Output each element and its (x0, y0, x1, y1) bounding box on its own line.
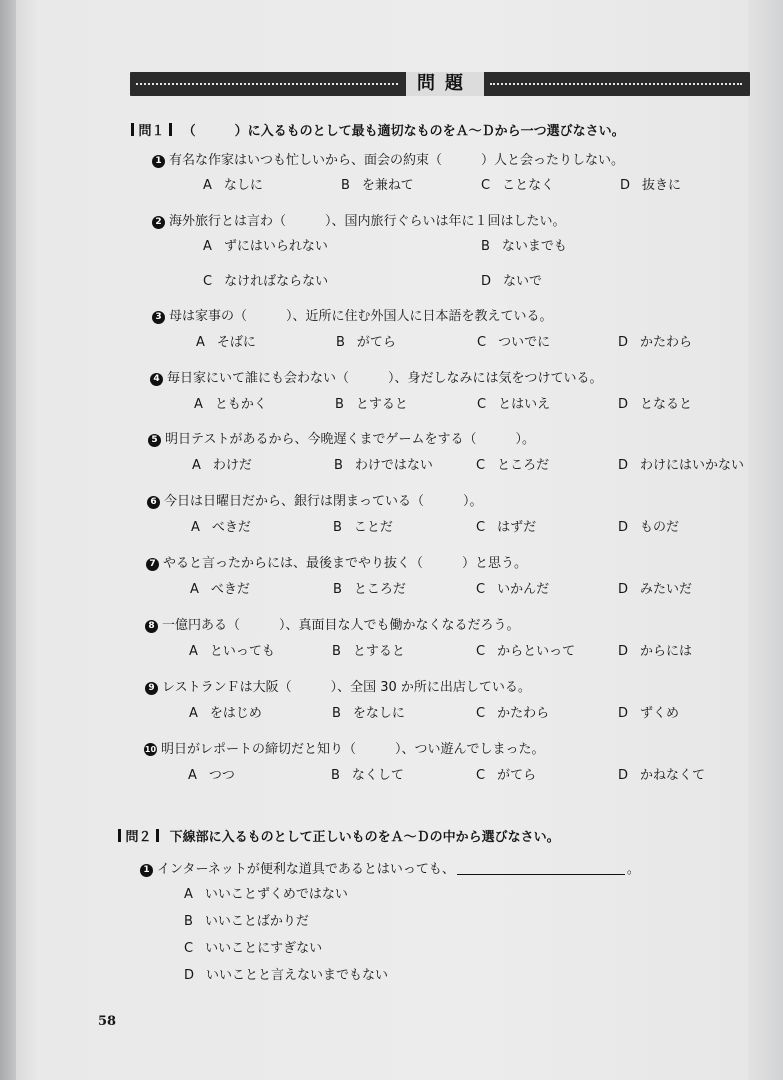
question-number-badge: 6 (147, 496, 160, 509)
option-8d[interactable]: D からには (618, 644, 693, 659)
question-number-badge: 3 (152, 311, 165, 324)
heading-bar-right (169, 123, 172, 136)
question-text: 有名な作家はいつも忙しいから、面会の約束（ ）人と会ったりしない。 (169, 153, 625, 168)
question-text: 毎日家にいて誰にも会わない（ ）、身だしなみには気をつけている。 (167, 371, 603, 386)
option-6b[interactable]: B ことだ (333, 520, 393, 535)
question-text: 一億円ある（ ）、真面目な人でも働かなくなるだろう。 (162, 618, 520, 633)
option-3b[interactable]: B がてら (336, 335, 396, 350)
question-number-badge: 5 (148, 434, 161, 447)
question-number-badge: 8 (145, 620, 158, 633)
page-number: 58 (98, 1014, 117, 1029)
banner-dots-right (490, 83, 742, 85)
option-7d[interactable]: D みたいだ (618, 582, 693, 597)
option-8c[interactable]: C からといって (476, 644, 576, 659)
option-3c[interactable]: C ついでに (477, 335, 551, 350)
option-1a[interactable]: A なしに (203, 178, 263, 193)
option-4b[interactable]: B とすると (335, 397, 408, 412)
question-6 (147, 490, 483, 509)
question-number-badge: 9 (145, 682, 158, 695)
section2-instruction: 下線部に入るものとして正しいものをＡ～Ｄの中から選びなさい。 (169, 830, 560, 845)
question-text: 母は家事の（ ）、近所に住む外国人に日本語を教えている。 (169, 309, 553, 324)
section2-label: 問２ (125, 830, 152, 845)
option-2a[interactable]: A ずにはいられない (203, 239, 328, 254)
option-8b[interactable]: B とすると (332, 644, 405, 659)
option-7c[interactable]: C いかんだ (476, 582, 550, 597)
answer-blank-line[interactable] (457, 862, 625, 875)
section-banner (130, 72, 750, 96)
option-9a[interactable]: A をはじめ (189, 706, 262, 721)
option-10b[interactable]: B なくして (331, 768, 404, 783)
heading-bar-left (131, 123, 134, 136)
question-text: 明日テストがあるから、今晩遅くまでゲームをする（ ）。 (165, 432, 535, 447)
question-number-badge: 7 (146, 558, 159, 571)
option-10a[interactable]: A つつ (188, 768, 235, 783)
option-6a[interactable]: A べきだ (191, 520, 251, 535)
heading-bar-left (118, 829, 121, 842)
option-1b[interactable]: B を兼ねて (341, 178, 414, 193)
option-3a[interactable]: A そばに (196, 335, 256, 350)
option-3d[interactable]: D かたわら (618, 335, 693, 350)
option-s2-1b[interactable]: B いいことばかりだ (184, 914, 309, 929)
option-6d[interactable]: D ものだ (618, 520, 680, 535)
question-2 (152, 210, 566, 229)
section2-question-1 (140, 858, 640, 877)
question-4 (150, 367, 603, 386)
option-9d[interactable]: D ずくめ (618, 706, 680, 721)
option-7a[interactable]: A べきだ (190, 582, 250, 597)
question-8 (145, 614, 520, 633)
option-s2-1d[interactable]: D いいことと言えないまでもない (184, 968, 389, 983)
option-10d[interactable]: D かねなくて (618, 768, 706, 783)
option-9c[interactable]: C かたわら (476, 706, 550, 721)
question-5 (148, 428, 535, 447)
option-4d[interactable]: D となると (618, 397, 693, 412)
option-5a[interactable]: A わけだ (192, 458, 252, 473)
option-5c[interactable]: C ところだ (476, 458, 550, 473)
banner-dots-left (136, 83, 398, 85)
option-4a[interactable]: A ともかく (194, 397, 267, 412)
question-text: 今日は日曜日だから、銀行は閉まっている（ ）。 (164, 494, 483, 509)
section1-heading (131, 120, 625, 139)
question-end: 。 (626, 862, 640, 877)
question-number-badge: 1 (140, 864, 153, 877)
option-s2-1a[interactable]: A いいことずくめではない (184, 887, 348, 902)
question-text: レストランＦは大阪（ ）、全国 30 か所に出店している。 (162, 680, 531, 695)
question-1 (152, 149, 624, 168)
question-9 (145, 676, 531, 695)
option-9b[interactable]: B をなしに (332, 706, 405, 721)
option-1c[interactable]: C ことなく (481, 178, 555, 193)
banner-title: 問題 (406, 72, 484, 96)
option-2d[interactable]: D ないで (481, 274, 543, 289)
question-text: インターネットが便利な道具であるとはいっても、 (157, 862, 455, 877)
section1-label: 問１ (138, 124, 165, 139)
option-s2-1c[interactable]: C いいことにすぎない (184, 941, 323, 956)
option-2b[interactable]: B ないまでも (481, 239, 567, 254)
question-text: 海外旅行とは言わ（ ）、国内旅行ぐらいは年に１回はしたい。 (169, 214, 566, 229)
option-8a[interactable]: A といっても (189, 644, 275, 659)
question-text: やると言ったからには、最後までやり抜く（ ）と思う。 (163, 556, 528, 571)
book-spine-shadow (0, 0, 16, 1080)
question-7 (146, 552, 527, 571)
question-10 (144, 738, 545, 757)
option-5b[interactable]: B わけではない (334, 458, 433, 473)
question-number-badge: 2 (152, 216, 165, 229)
question-number-badge: 10 (144, 745, 157, 754)
option-6c[interactable]: C はずだ (476, 520, 537, 535)
option-4c[interactable]: C とはいえ (477, 397, 551, 412)
option-10c[interactable]: C がてら (476, 768, 537, 783)
question-number-badge: 1 (152, 155, 165, 168)
section1-instruction: （ ）に入るものとして最も適切なものをＡ～Ｄから一つ選びなさい。 (182, 124, 625, 139)
question-number-badge: 4 (150, 373, 163, 386)
option-5d[interactable]: D わけにはいかない (618, 458, 745, 473)
heading-bar-right (156, 829, 159, 842)
question-text: 明日がレポートの締切だと知り（ ）、つい遊んでしまった。 (161, 742, 545, 757)
section2-heading (118, 826, 560, 845)
option-1d[interactable]: D 抜きに (620, 178, 682, 193)
option-7b[interactable]: B ところだ (333, 582, 406, 597)
page-edge (748, 0, 783, 1080)
question-3 (152, 305, 553, 324)
option-2c[interactable]: C なければならない (203, 274, 329, 289)
